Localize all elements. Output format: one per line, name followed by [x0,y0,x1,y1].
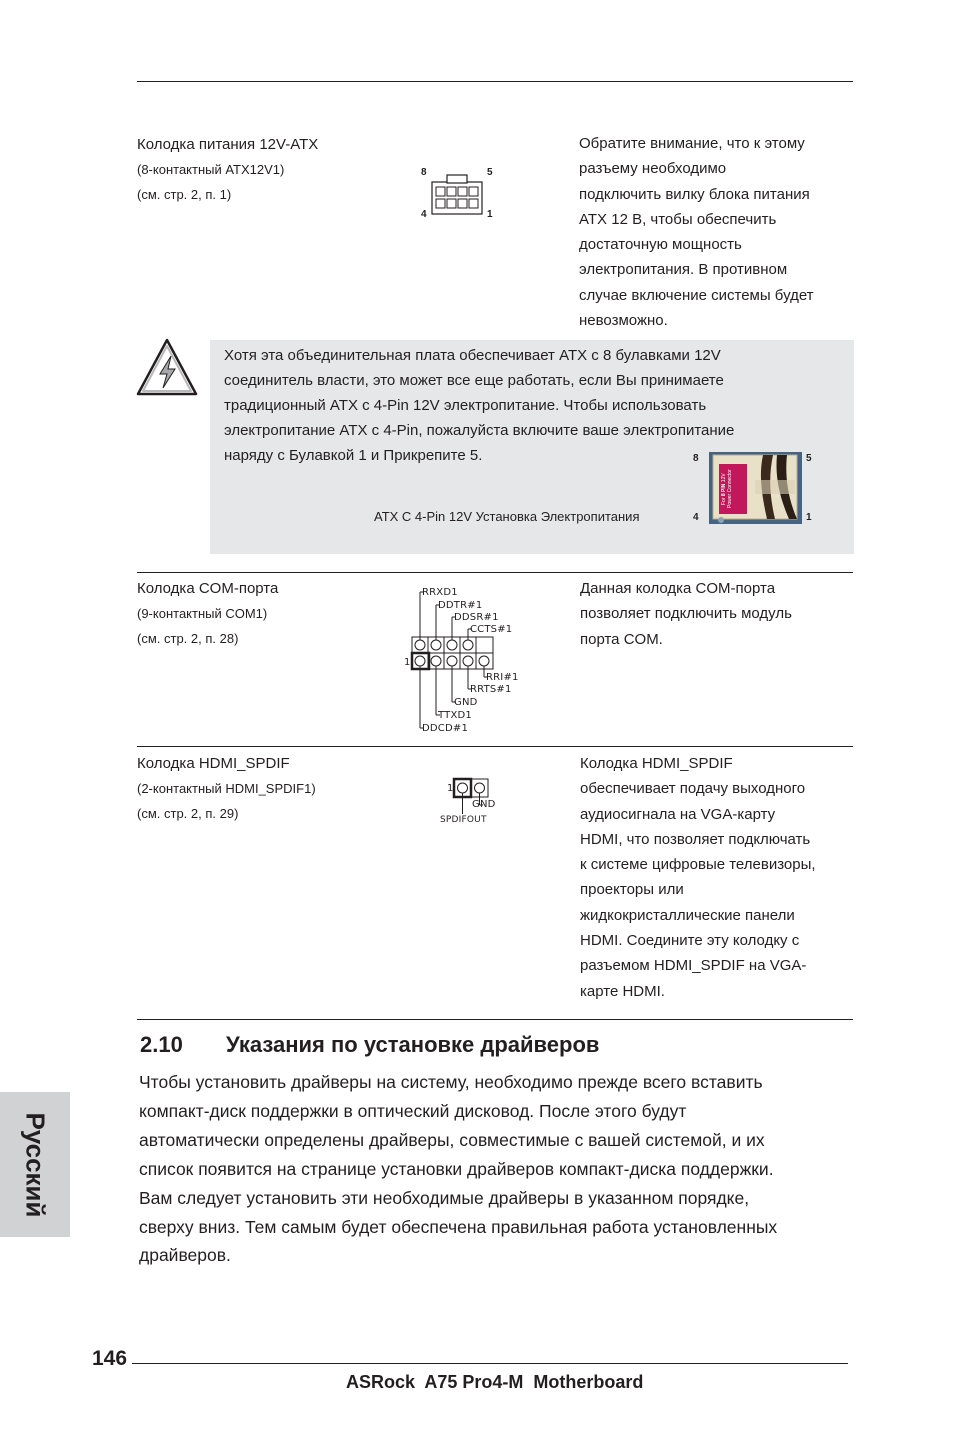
body-line: Вам следует установить эти необходимые драйверы в указанном порядке, [139,1187,750,1208]
desc-line: электропитания. В противном [579,261,788,279]
com-description [580,576,792,652]
photo-label-line: For [721,497,727,505]
desc-line: Обратите внимание, что к этому [579,135,805,152]
photo-pin-8: 8 [693,453,699,464]
photo-pin-5: 5 [806,453,812,464]
desc-line: ATX 12 В, чтобы обеспечить [579,210,777,228]
desc-line: карте HDMI. [580,982,665,1000]
photo-label-line: Connector [727,469,733,493]
desc-line: жидкокристаллические панели [580,906,795,924]
desc-line: подключить вилку блока питания [579,185,810,203]
language-side-tab [0,1092,70,1237]
desc-line: достаточную мощность [579,236,742,254]
note-line: наряду с Булавкой 1 и Прикрепите 5. [224,447,483,464]
signal-ttxd1: TTXD1 [438,710,472,721]
body-line: автоматически определены драйверы, совместимые с вашей системой, и их [139,1129,765,1150]
section-title: Указания по установке драйверов [226,1032,600,1057]
photo-label-line: 12V Power [721,473,733,509]
signal-ddcd1: DDCD#1 [422,723,469,734]
com-ref: (см. стр. 2, п. 28) [137,631,239,646]
footer-rule [132,1363,848,1364]
body-line: компакт-диск поддержки в оптический дисковод. После этого будут [139,1100,687,1121]
body-line: Чтобы установить драйверы на систему, необходимо прежде всего вставить [139,1072,763,1092]
com-rule [137,572,853,573]
body-line: список появится на странице установки драйверов компакт-диска поддержки. [139,1158,774,1179]
signal-rrxd1: RRXD1 [422,587,458,598]
signal-rri1: RRI#1 [486,672,519,683]
body-line: драйверов. [139,1245,231,1266]
footer-product: ASRock A75 Pro4-M Motherboard [346,1372,644,1392]
note-line: соединитель власти, это может все еще работать, если Вы принимаете [224,372,724,389]
hdmi-pin-diagram [440,776,504,828]
note-text [224,343,734,468]
atx12v-ref: (см. стр. 2, п. 1) [137,187,232,202]
com-title: Колодка COM-порта [137,580,279,597]
hdmi-title: Колодка HDMI_SPDIF [137,755,290,772]
note-line: электропитание ATX с 4-Pin, пожалуйста включите ваше электропитание [224,422,735,439]
note-box [210,340,854,554]
photo-label [721,466,745,512]
com-pin-diagram [400,585,530,737]
hdmi-gnd-label: GND [472,799,496,810]
warning-icon [136,338,198,396]
body-line: сверху вниз. Тем самым будет обеспечена правильная работа установленных [139,1216,778,1237]
desc-line: разъему необходимо [579,160,727,178]
pin-label-5: 5 [487,167,493,178]
atx12v-subtitle: (8-контактный ATX12V1) [137,162,285,177]
desc-line: Данная колодка COM-порта [580,580,776,597]
section-rule [137,1019,853,1020]
desc-line: проекторы или [580,881,684,899]
note-line: традиционный ATX с 4-Pin 12V электропитание. Чтобы использовать [224,397,707,414]
section-number: 2.10 [140,1032,183,1057]
com-pin1-label: 1 [404,657,411,668]
signal-rrts1: RRTS#1 [470,684,512,695]
hdmi-description [580,751,816,1004]
hdmi-ref: (см. стр. 2, п. 29) [137,806,239,821]
photo-label-line: 8 PIN [721,483,727,496]
pin-label-1: 1 [487,209,493,220]
desc-line: невозможно. [579,312,668,330]
desc-line: аудиосигнала на VGA-карту [580,805,776,823]
note-caption: ATX С 4-Pin 12V Установка Электропитания [374,509,640,524]
desc-line: обеспечивает подачу выходного [580,780,806,798]
atx12v-description [579,131,814,333]
signal-ccts1: CCTS#1 [470,624,513,635]
atx12v-title: Колодка питания 12V-ATX [137,136,319,153]
section-heading [140,1032,600,1058]
desc-line: порта COM. [580,630,663,648]
photo-pin-4: 4 [693,512,699,523]
desc-line: позволяет подключить модуль [580,605,792,623]
language-side-tab-label: Русский [20,1111,51,1218]
signal-ddsr1: DDSR#1 [454,612,499,623]
desc-line: HDMI, что позволяет подключать [580,830,811,848]
desc-line: разъемом HDMI_SPDIF на VGA- [580,957,807,975]
hdmi-subtitle: (2-контактный HDMI_SPDIF1) [137,781,316,796]
atx12v-connector-diagram [415,162,505,227]
desc-line: Колодка HDMI_SPDIF [580,755,733,772]
signal-gnd: GND [454,697,478,708]
section-body [139,1068,777,1270]
photo-pin-1: 1 [806,512,812,523]
note-line: Хотя эта объединительная плата обеспечивает ATX с 8 булавками 12V [224,347,721,364]
hdmi-pin1-label: 1 [447,783,454,794]
signal-ddtr1: DDTR#1 [438,600,483,611]
desc-line: HDMI. Соедините эту колодку с [580,932,800,950]
atx12v-connector-icon [431,174,483,216]
connector-photo [709,452,802,524]
top-rule [137,81,853,82]
desc-line: случае включение системы будет [579,286,814,304]
desc-line: к системе цифровые телевизоры, [580,856,816,874]
page-number: 146 [92,1347,128,1370]
hdmi-spdifout-label: SPDIFOUT [440,815,487,825]
pin-label-8: 8 [421,167,427,178]
hdmi-rule [137,746,853,747]
pin-label-4: 4 [421,209,427,220]
com-subtitle: (9-контактный COM1) [137,606,268,621]
